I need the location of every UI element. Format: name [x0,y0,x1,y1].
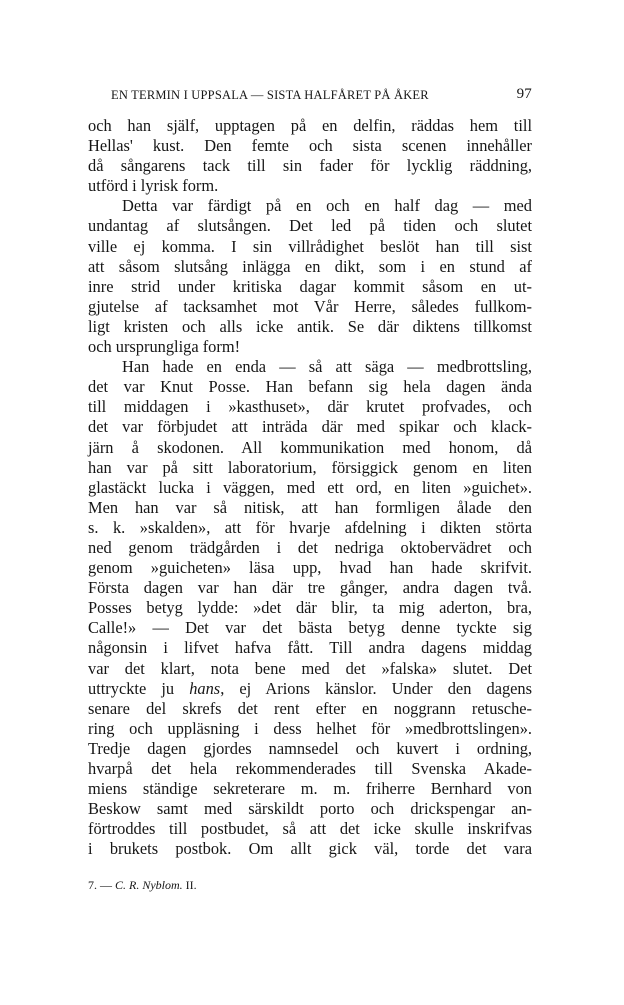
line-text: och han själf, upptagen på en delfin, räddas hem till [88,116,532,135]
line-text: undantag af slutsången. Det led på tiden och slutet [88,216,532,236]
line-text: att såsom slutsång inlägga en dikt, som i en stund af [88,256,532,276]
line-text: , ej Arions känslor. Under den dagens [220,678,533,698]
text-line [88,578,532,598]
line-text: det var Knut Posse. Han befann sig hela dagen ända [88,377,532,397]
text-line [88,498,532,518]
line-text: ned genom trädgården i det nedriga oktobervädret och [88,537,532,557]
line-text: Posses betyg lydde: »det där blir, ta mig aderton, bra, [88,598,532,618]
text-line [88,337,532,357]
text-line [88,598,532,618]
running-head-title: EN TERMIN I UPPSALA — SISTA HALFÅRET PÅ ÅKER [111,88,429,102]
line-text: Tredje dagen gjordes namnsedel och kuvert i ordning, [88,738,532,758]
line-text: i brukets postbok. Om allt gick väl, torde det vara [88,839,532,859]
text-line [88,357,532,377]
emphasis-text: hans [189,678,221,698]
line-text: Hellas' kust. Den femte och sista scenen innehåller [88,136,532,156]
text-line [88,377,532,397]
footer-author: C. R. Nyblom. [115,878,183,892]
footer-volume: II. [185,878,197,892]
text-line [88,518,532,538]
line-text: någonsin i lifvet hafva fått. Till andra dagens middag [88,638,532,658]
line-text: järn å skodonen. All kommunikation med honom, då [88,437,532,457]
text-line [88,478,532,498]
signature-mark: 7. — [88,878,112,892]
text-line [88,317,532,337]
text-line [88,799,532,819]
text-line [88,719,532,739]
line-text: till middagen i »kasthuset», där krutet profvades, och [88,397,532,417]
line-text: senare del skrefs det rent efter en noggrann retusche- [88,698,532,718]
paragraph [88,116,532,196]
text-line [88,839,532,859]
line-text: var det klart, nota bene med det »falska» slutet. Det [88,658,532,678]
text-line [88,397,532,417]
line-text: Calle!» — Det var det bästa betyg denne tyckte sig [88,618,532,638]
text-line [88,257,532,277]
body-text [88,116,532,859]
line-text: Beskow samt med särskildt porto och drickspengar an- [88,799,532,819]
text-line [88,659,532,679]
page-number: 97 [516,86,532,102]
line-text: s. k. »skalden», att för hvarje afdelning i dikten störta [88,517,532,537]
line-text: ville ej komma. I sin villrådighet beslöt han till sist [88,236,532,256]
line-text: ring och uppläsning i dess helhet för »medbrottslingen». [88,718,532,738]
line-text: Men han var så nitisk, att han formligen ålade den [88,497,532,517]
text-line [88,156,532,176]
text-line [88,819,532,839]
text-line [88,176,532,196]
text-line [88,196,532,216]
line-text: miens ständige sekreterare m. m. friherre Bernhard von [88,779,532,799]
paragraph [88,196,532,357]
line-text: då sångarens tack till sin fader för lycklig räddning, [88,156,532,176]
text-line [88,277,532,297]
line-text: Första dagen var han där tre gånger, andra dagen två. [88,578,532,598]
text-line [88,216,532,236]
line-text: hvarpå det hela rekommenderades till Svenska Akade- [88,759,532,778]
text-line [88,679,532,699]
line-text: glastäckt lucka i väggen, med ett ord, en liten »guichet». [88,477,532,497]
line-text: Detta var färdigt på en och en half dag — med [122,196,532,216]
text-line [88,458,532,478]
line-text: förtroddes till postbudet, så att det icke skulle inskrifvas [88,819,532,839]
text-line [88,438,532,458]
line-text: genom »guicheten» läsa upp, hvad han hade skrifvit. [88,558,532,578]
text-line [88,558,532,578]
text-line [88,779,532,799]
line-text: uttryckte ju [88,678,190,698]
line-text: Han hade en enda — så att säga — medbrottsling, [122,357,532,377]
paragraph [88,357,532,859]
text-line [88,699,532,719]
text-line [88,297,532,317]
running-head [111,88,532,108]
line-text: han var på sitt laboratorium, försiggick genom en liten [88,457,532,477]
line-text: utförd i lyrisk form. [88,176,219,196]
text-line [88,538,532,558]
line-text: inre strid under kritiska dagar kommit såsom en ut- [88,276,532,296]
text-line [88,759,532,779]
line-text: gjutelse af tacksamhet mot Vår Herre, således fullkom- [88,296,532,316]
text-line [88,136,532,156]
line-text: ligt kristen och alls icke antik. Se där diktens tillkomst [88,316,532,336]
text-line [88,739,532,759]
text-line [88,237,532,257]
page-footer [88,878,197,893]
text-line [88,417,532,437]
text-line [88,116,532,136]
line-text: det var förbjudet att inträda där med spikar och klack- [88,417,532,437]
text-line [88,638,532,658]
line-text: och ursprungliga form! [88,337,241,357]
text-line [88,618,532,638]
